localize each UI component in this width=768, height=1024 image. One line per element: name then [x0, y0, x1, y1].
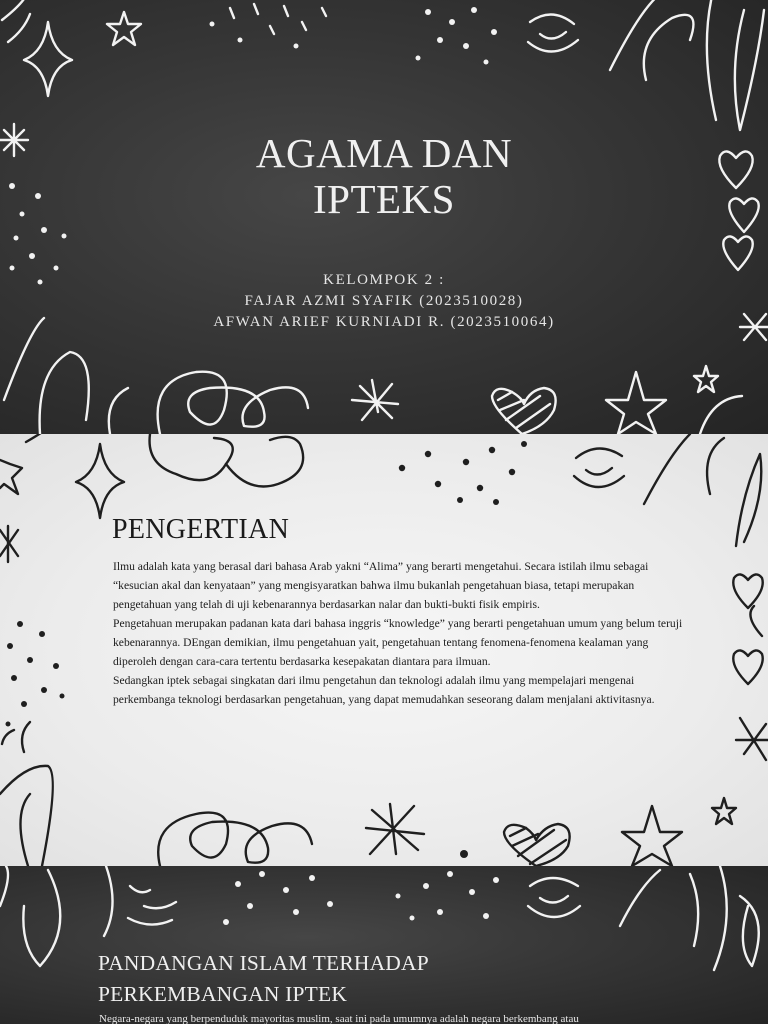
definition-slide	[0, 434, 768, 866]
section-body: Negara-negara yang berpenduduk mayoritas muslim, saat ini pada umumnya adalah negara berkembang atau	[99, 1013, 579, 1024]
paragraph: Sedangkan iptek sebagai singkatan dari ilmu pengetahun dan teknologi adalah ilmu yang mempelajari mengenai perkembanga teknologi berdasarkan pengetahuan, yang dapat memudahkan seseorang dalam menjalani aktivitasnya.	[113, 674, 655, 706]
author-line: AFWAN ARIEF KURNIADI R. (2023510064)	[213, 314, 555, 330]
paragraph: Ilmu adalah kata yang berasal dari bahasa Arab yakni “Alima” yang berarti mengetahui. Secara istilah ilmu sebagai “kesucian akal dan kenyataan” yang mengisyaratkan bahwa ilmu bukanlah pengetahuan biasa, tetapi merupakan pengetahuan yang telah di uji kebenarannya berdasarkan nalar dan bukti-bukti fisik empiris.	[113, 560, 649, 611]
group-label: KELOMPOK 2 :	[323, 272, 445, 288]
presentation-title	[0, 130, 768, 222]
heading-line: PERKEMBANGAN IPTEK	[98, 982, 348, 1006]
title-line: IPTEKS	[313, 176, 455, 222]
presentation-subtitle	[0, 270, 768, 333]
section-heading	[98, 948, 429, 1010]
author-line: FAJAR AZMI SYAFIK (2023510028)	[244, 293, 524, 309]
title-slide	[0, 0, 768, 434]
heading-line: PANDANGAN ISLAM TERHADAP	[98, 951, 429, 975]
title-line: AGAMA DAN	[255, 130, 513, 176]
definition-body	[113, 557, 688, 709]
section-heading: PENGERTIAN	[112, 514, 290, 545]
paragraph: Pengetahuan merupakan padanan kata dari bahasa inggris “knowledge” yang berarti pengetahuan umum yang belum teruji kebenarannya. DEngan demikian, ilmu pengetahuan yait, pengetahuan tentang fenomena-fenomena kealaman yang diperoleh dengan cara-cara tertentu berdasarka kesepakatan diantara para ilmuan.	[113, 617, 683, 668]
islam-view-slide	[0, 866, 768, 1024]
